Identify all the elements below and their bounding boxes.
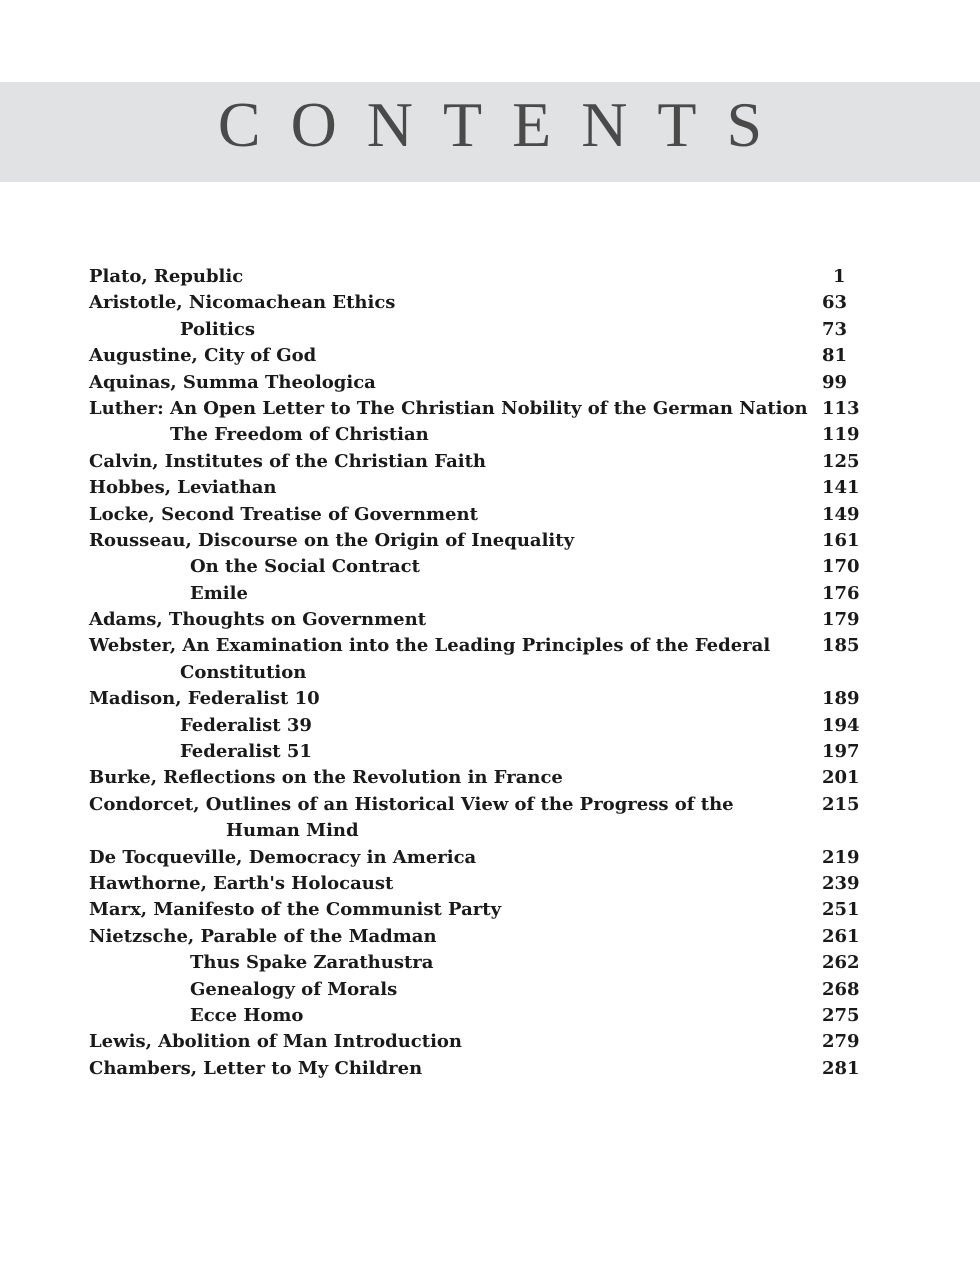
toc-entry-page-number: 63 — [822, 292, 848, 314]
toc-entry-page-number: 149 — [822, 503, 860, 525]
toc-entry-title: Adams, Thoughts on Government — [89, 609, 427, 631]
toc-entry — [0, 264, 980, 290]
toc-entry-page-number: 113 — [822, 397, 860, 419]
toc-entry-title: Webster, An Examination into the Leading Principles of the Federal — [89, 635, 771, 657]
toc-entry — [0, 950, 980, 976]
toc-entry — [0, 1029, 980, 1055]
page-title: CONTENTS — [217, 89, 793, 160]
toc-entry — [0, 739, 980, 765]
toc-entry-title: Human Mind — [226, 820, 359, 842]
toc-entry-page-number: 215 — [822, 793, 860, 815]
toc-entry-page-number: 279 — [822, 1031, 860, 1053]
toc-entry — [0, 528, 980, 554]
toc-entry-title: Chambers, Letter to My Children — [89, 1057, 423, 1079]
toc-entry — [0, 581, 980, 607]
toc-entry-title: Nietzsche, Parable of the Madman — [89, 925, 437, 947]
toc-entry — [0, 792, 980, 818]
toc-entry-title: Luther: An Open Letter to The Christian Nobility of the German Nation — [89, 397, 808, 419]
toc-entry-page-number: 268 — [822, 978, 860, 1000]
toc-entry — [0, 343, 980, 369]
toc-entry-title: Federalist 39 — [180, 714, 312, 736]
toc-entry — [0, 818, 980, 844]
toc-entry — [0, 924, 980, 950]
toc-entry-title: The Freedom of Christian — [170, 424, 429, 446]
toc-entry-title: Burke, Reflections on the Revolution in France — [89, 767, 563, 789]
toc-entry-page-number: 1 — [833, 266, 846, 287]
toc-entry-page-number: 281 — [822, 1057, 860, 1079]
toc-entry — [0, 370, 980, 396]
toc-entry-title: Federalist 51 — [180, 741, 312, 763]
toc-entry-page-number: 194 — [822, 714, 860, 736]
toc-entry — [0, 1056, 980, 1082]
toc-entry-title: Aristotle, Nicomachean Ethics — [89, 292, 396, 314]
toc-entry-page-number: 119 — [822, 424, 860, 446]
toc-entry-title: Augustine, City of God — [89, 345, 317, 367]
toc-entry-title: Plato, Republic — [89, 266, 244, 287]
toc-entry — [0, 1003, 980, 1029]
toc-entry — [0, 765, 980, 791]
table-of-contents — [0, 264, 980, 1082]
toc-entry-page-number: 170 — [822, 556, 860, 578]
toc-entry — [0, 713, 980, 739]
toc-entry-title: Locke, Second Treatise of Government — [89, 503, 478, 525]
toc-entry-title: Condorcet, Outlines of an Historical View of the Progress of the — [89, 793, 734, 815]
toc-entry-page-number: 176 — [822, 582, 860, 604]
toc-entry — [0, 290, 980, 316]
toc-entry-page-number: 201 — [822, 767, 860, 789]
toc-entry — [0, 633, 980, 659]
toc-entry-page-number: 262 — [822, 952, 860, 974]
toc-entry-page-number: 81 — [822, 345, 848, 367]
toc-entry — [0, 897, 980, 923]
toc-entry-page-number: 219 — [822, 846, 860, 868]
toc-entry-page-number: 189 — [822, 688, 860, 710]
toc-entry-page-number: 99 — [822, 371, 848, 393]
toc-entry — [0, 502, 980, 528]
toc-entry-title: Marx, Manifesto of the Communist Party — [89, 899, 502, 921]
toc-entry-title: Ecce Homo — [190, 1004, 304, 1026]
toc-entry-page-number: 251 — [822, 899, 860, 921]
toc-entry-page-number: 197 — [822, 741, 860, 763]
toc-entry-title: Thus Spake Zarathustra — [190, 952, 434, 974]
toc-entry — [0, 871, 980, 897]
toc-entry — [0, 607, 980, 633]
toc-entry-title: Hobbes, Leviathan — [89, 477, 277, 499]
toc-entry-page-number: 73 — [822, 318, 848, 340]
toc-entry — [0, 977, 980, 1003]
toc-entry — [0, 422, 980, 448]
toc-entry — [0, 475, 980, 501]
toc-entry-title: Constitution — [180, 661, 307, 683]
toc-entry-page-number: 125 — [822, 450, 860, 472]
toc-entry-title: Aquinas, Summa Theologica — [89, 371, 376, 393]
toc-entry-page-number: 161 — [822, 529, 860, 551]
toc-entry-title: Genealogy of Morals — [190, 978, 398, 1000]
toc-entry-page-number: 185 — [822, 635, 860, 657]
toc-entry-title: Emile — [190, 582, 248, 604]
toc-entry-title: Madison, Federalist 10 — [89, 688, 320, 710]
toc-entry — [0, 449, 980, 475]
toc-entry-title: Rousseau, Discourse on the Origin of Inequality — [89, 529, 575, 551]
toc-entry-title: Calvin, Institutes of the Christian Faith — [89, 450, 486, 472]
toc-entry — [0, 317, 980, 343]
toc-entry-page-number: 275 — [822, 1004, 860, 1026]
toc-entry-title: On the Social Contract — [190, 556, 420, 578]
toc-entry — [0, 554, 980, 580]
toc-entry-page-number: 239 — [822, 872, 860, 894]
toc-entry-title: Politics — [180, 318, 255, 340]
toc-entry-page-number: 179 — [822, 609, 860, 631]
toc-entry — [0, 686, 980, 712]
toc-entry-page-number: 261 — [822, 925, 860, 947]
toc-entry-page-number: 141 — [822, 477, 860, 499]
toc-entry-title: De Tocqueville, Democracy in America — [89, 846, 477, 868]
toc-entry-title: Hawthorne, Earth's Holocaust — [89, 872, 394, 894]
toc-entry — [0, 660, 980, 686]
toc-entry — [0, 396, 980, 422]
toc-entry-title: Lewis, Abolition of Man Introduction — [89, 1031, 462, 1053]
toc-entry — [0, 845, 980, 871]
